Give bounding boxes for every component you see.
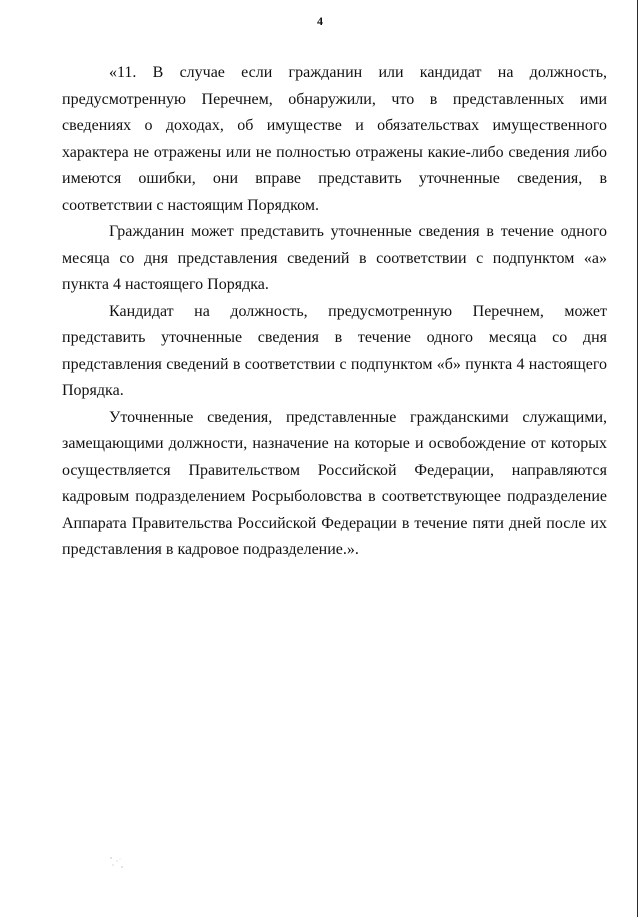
paragraph-item-11: «11. В случае если гражданин или кандидат на должность, предусмотренную Перечнем, обнаружили, что в представленных ими сведениях о доходах, об имуществе и обязательствах имущественного характера не отражены или не полностью отражены какие-либо сведения либо имеются ошибки, они вправе представить уточненные сведения, в соответствии с настоящим Порядком. xyxy=(62,64,607,214)
paragraph-candidate: Кандидат на должность, предусмотренную Перечнем, может представить уточненные сведения в течение одного месяца со дня представления сведений в соответствии с подпунктом «б» пункта 4 настоящего Порядка. xyxy=(62,302,607,399)
paragraph-citizen: Гражданин может представить уточненные сведения в течение одного месяца со дня представления сведений в соответствии с подпунктом «а» пункта 4 настоящего Порядка. xyxy=(62,223,607,293)
page-number: 4 xyxy=(317,14,323,28)
scan-edge-line xyxy=(637,0,638,917)
document-body xyxy=(62,60,607,564)
scan-noise-specks xyxy=(108,856,128,870)
paragraph-civil-servants: Уточненные сведения, представленные гражданскими служащими, замещающими должности, назначение на которые и освобождение от которых осуществляется Правительством Российской Федерации, направляются кадровым подразделением Росрыболовства в соответствующее подразделение Аппарата Правительства Российской Федерации в течение пяти дней после их представления в кадровое подразделение.». xyxy=(62,408,607,558)
